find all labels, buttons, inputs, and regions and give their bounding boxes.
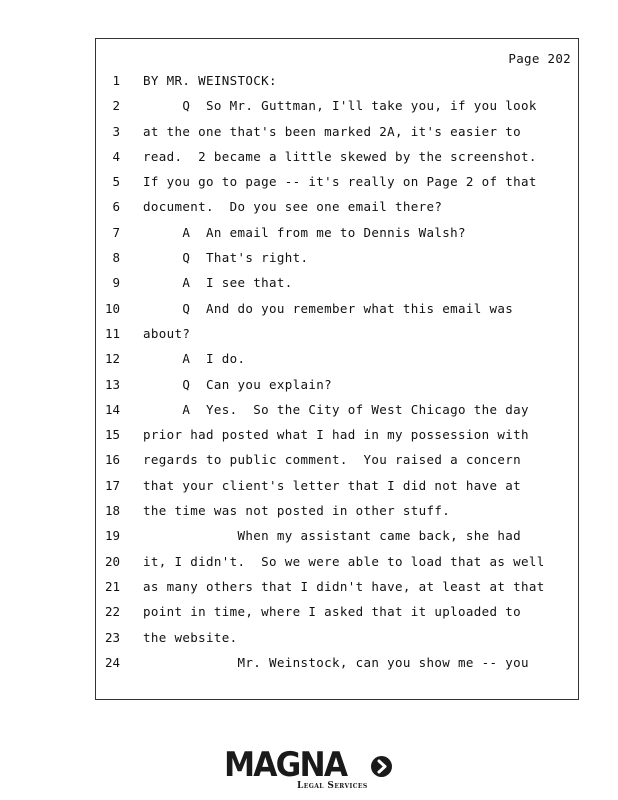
transcript-line bbox=[96, 198, 578, 223]
transcript-page bbox=[95, 38, 579, 700]
line-number: 17 bbox=[104, 477, 120, 493]
line-number: 20 bbox=[104, 553, 120, 569]
line-number: 23 bbox=[104, 629, 120, 645]
line-text: it, I didn't. So we were able to load that as well bbox=[143, 553, 545, 569]
transcript-line bbox=[96, 325, 578, 350]
transcript-line bbox=[96, 502, 578, 527]
line-text: Q So Mr. Guttman, I'll take you, if you look bbox=[143, 98, 537, 114]
page-number: Page 202 bbox=[508, 51, 571, 66]
transcript-lines bbox=[96, 72, 578, 679]
line-text: at the one that's been marked 2A, it's easier to bbox=[143, 123, 522, 139]
line-number: 1 bbox=[112, 73, 120, 88]
transcript-line bbox=[96, 376, 578, 401]
transcript-line bbox=[96, 97, 578, 122]
line-number: 6 bbox=[112, 199, 120, 215]
line-text: prior had posted what I had in my possession with bbox=[143, 427, 529, 443]
line-text: regards to public comment. You raised a concern bbox=[143, 452, 522, 468]
transcript-line bbox=[96, 477, 578, 502]
transcript-line bbox=[96, 350, 578, 375]
line-text: A Yes. So the City of West Chicago the day bbox=[143, 401, 529, 417]
line-text: point in time, where I asked that it uploaded to bbox=[143, 604, 522, 620]
chevron-right-circle-icon bbox=[371, 756, 392, 777]
line-number: 16 bbox=[104, 452, 120, 468]
transcript-line bbox=[96, 654, 578, 679]
line-text: Q Can you explain? bbox=[143, 376, 333, 392]
line-number: 14 bbox=[104, 401, 120, 417]
line-text: A I do. bbox=[143, 351, 246, 367]
transcript-line bbox=[96, 123, 578, 148]
line-number: 15 bbox=[104, 427, 120, 443]
transcript-line bbox=[96, 426, 578, 451]
line-number: 18 bbox=[104, 503, 120, 519]
logo-wordmark: MAGNA bbox=[224, 745, 347, 785]
magna-logo bbox=[224, 745, 399, 793]
transcript-line bbox=[96, 173, 578, 198]
transcript-line bbox=[96, 451, 578, 476]
transcript-line bbox=[96, 578, 578, 603]
line-number: 2 bbox=[112, 98, 120, 114]
line-text: as many others that I didn't have, at least at that bbox=[143, 578, 545, 594]
logo-subtitle: Legal Services bbox=[297, 781, 368, 791]
line-number: 3 bbox=[112, 123, 120, 139]
line-number: 4 bbox=[112, 148, 120, 164]
line-text: the time was not posted in other stuff. bbox=[143, 503, 451, 519]
line-text: that your client's letter that I did not have at bbox=[143, 477, 522, 493]
transcript-line bbox=[96, 401, 578, 426]
transcript-line bbox=[96, 300, 578, 325]
transcript-line bbox=[96, 274, 578, 299]
transcript-line bbox=[96, 72, 578, 97]
line-number: 21 bbox=[104, 578, 120, 594]
transcript-line bbox=[96, 527, 578, 552]
line-text: the website. bbox=[143, 629, 238, 645]
transcript-line bbox=[96, 148, 578, 173]
line-text: Mr. Weinstock, can you show me -- you bbox=[143, 654, 529, 670]
line-text: A I see that. bbox=[143, 275, 293, 291]
line-text: When my assistant came back, she had bbox=[143, 528, 522, 544]
line-text: BY MR. WEINSTOCK: bbox=[143, 73, 277, 88]
line-text: If you go to page -- it's really on Page 2 of that bbox=[143, 174, 537, 190]
transcript-line bbox=[96, 629, 578, 654]
line-number: 19 bbox=[104, 528, 120, 544]
line-number: 11 bbox=[104, 325, 120, 341]
line-text: Q That's right. bbox=[143, 250, 309, 266]
line-number: 22 bbox=[104, 604, 120, 620]
transcript-line bbox=[96, 249, 578, 274]
line-number: 9 bbox=[112, 275, 120, 291]
line-number: 24 bbox=[104, 654, 120, 670]
line-number: 10 bbox=[104, 300, 120, 316]
line-number: 7 bbox=[112, 224, 120, 240]
line-number: 13 bbox=[104, 376, 120, 392]
line-number: 12 bbox=[104, 351, 120, 367]
transcript-line bbox=[96, 224, 578, 249]
transcript-line bbox=[96, 553, 578, 578]
line-text: read. 2 became a little skewed by the screenshot. bbox=[143, 148, 537, 164]
line-number: 5 bbox=[112, 174, 120, 190]
line-text: A An email from me to Dennis Walsh? bbox=[143, 224, 466, 240]
line-number: 8 bbox=[112, 250, 120, 266]
transcript-line bbox=[96, 603, 578, 628]
line-text: document. Do you see one email there? bbox=[143, 199, 443, 215]
line-text: Q And do you remember what this email was bbox=[143, 300, 514, 316]
line-text: about? bbox=[143, 325, 191, 341]
